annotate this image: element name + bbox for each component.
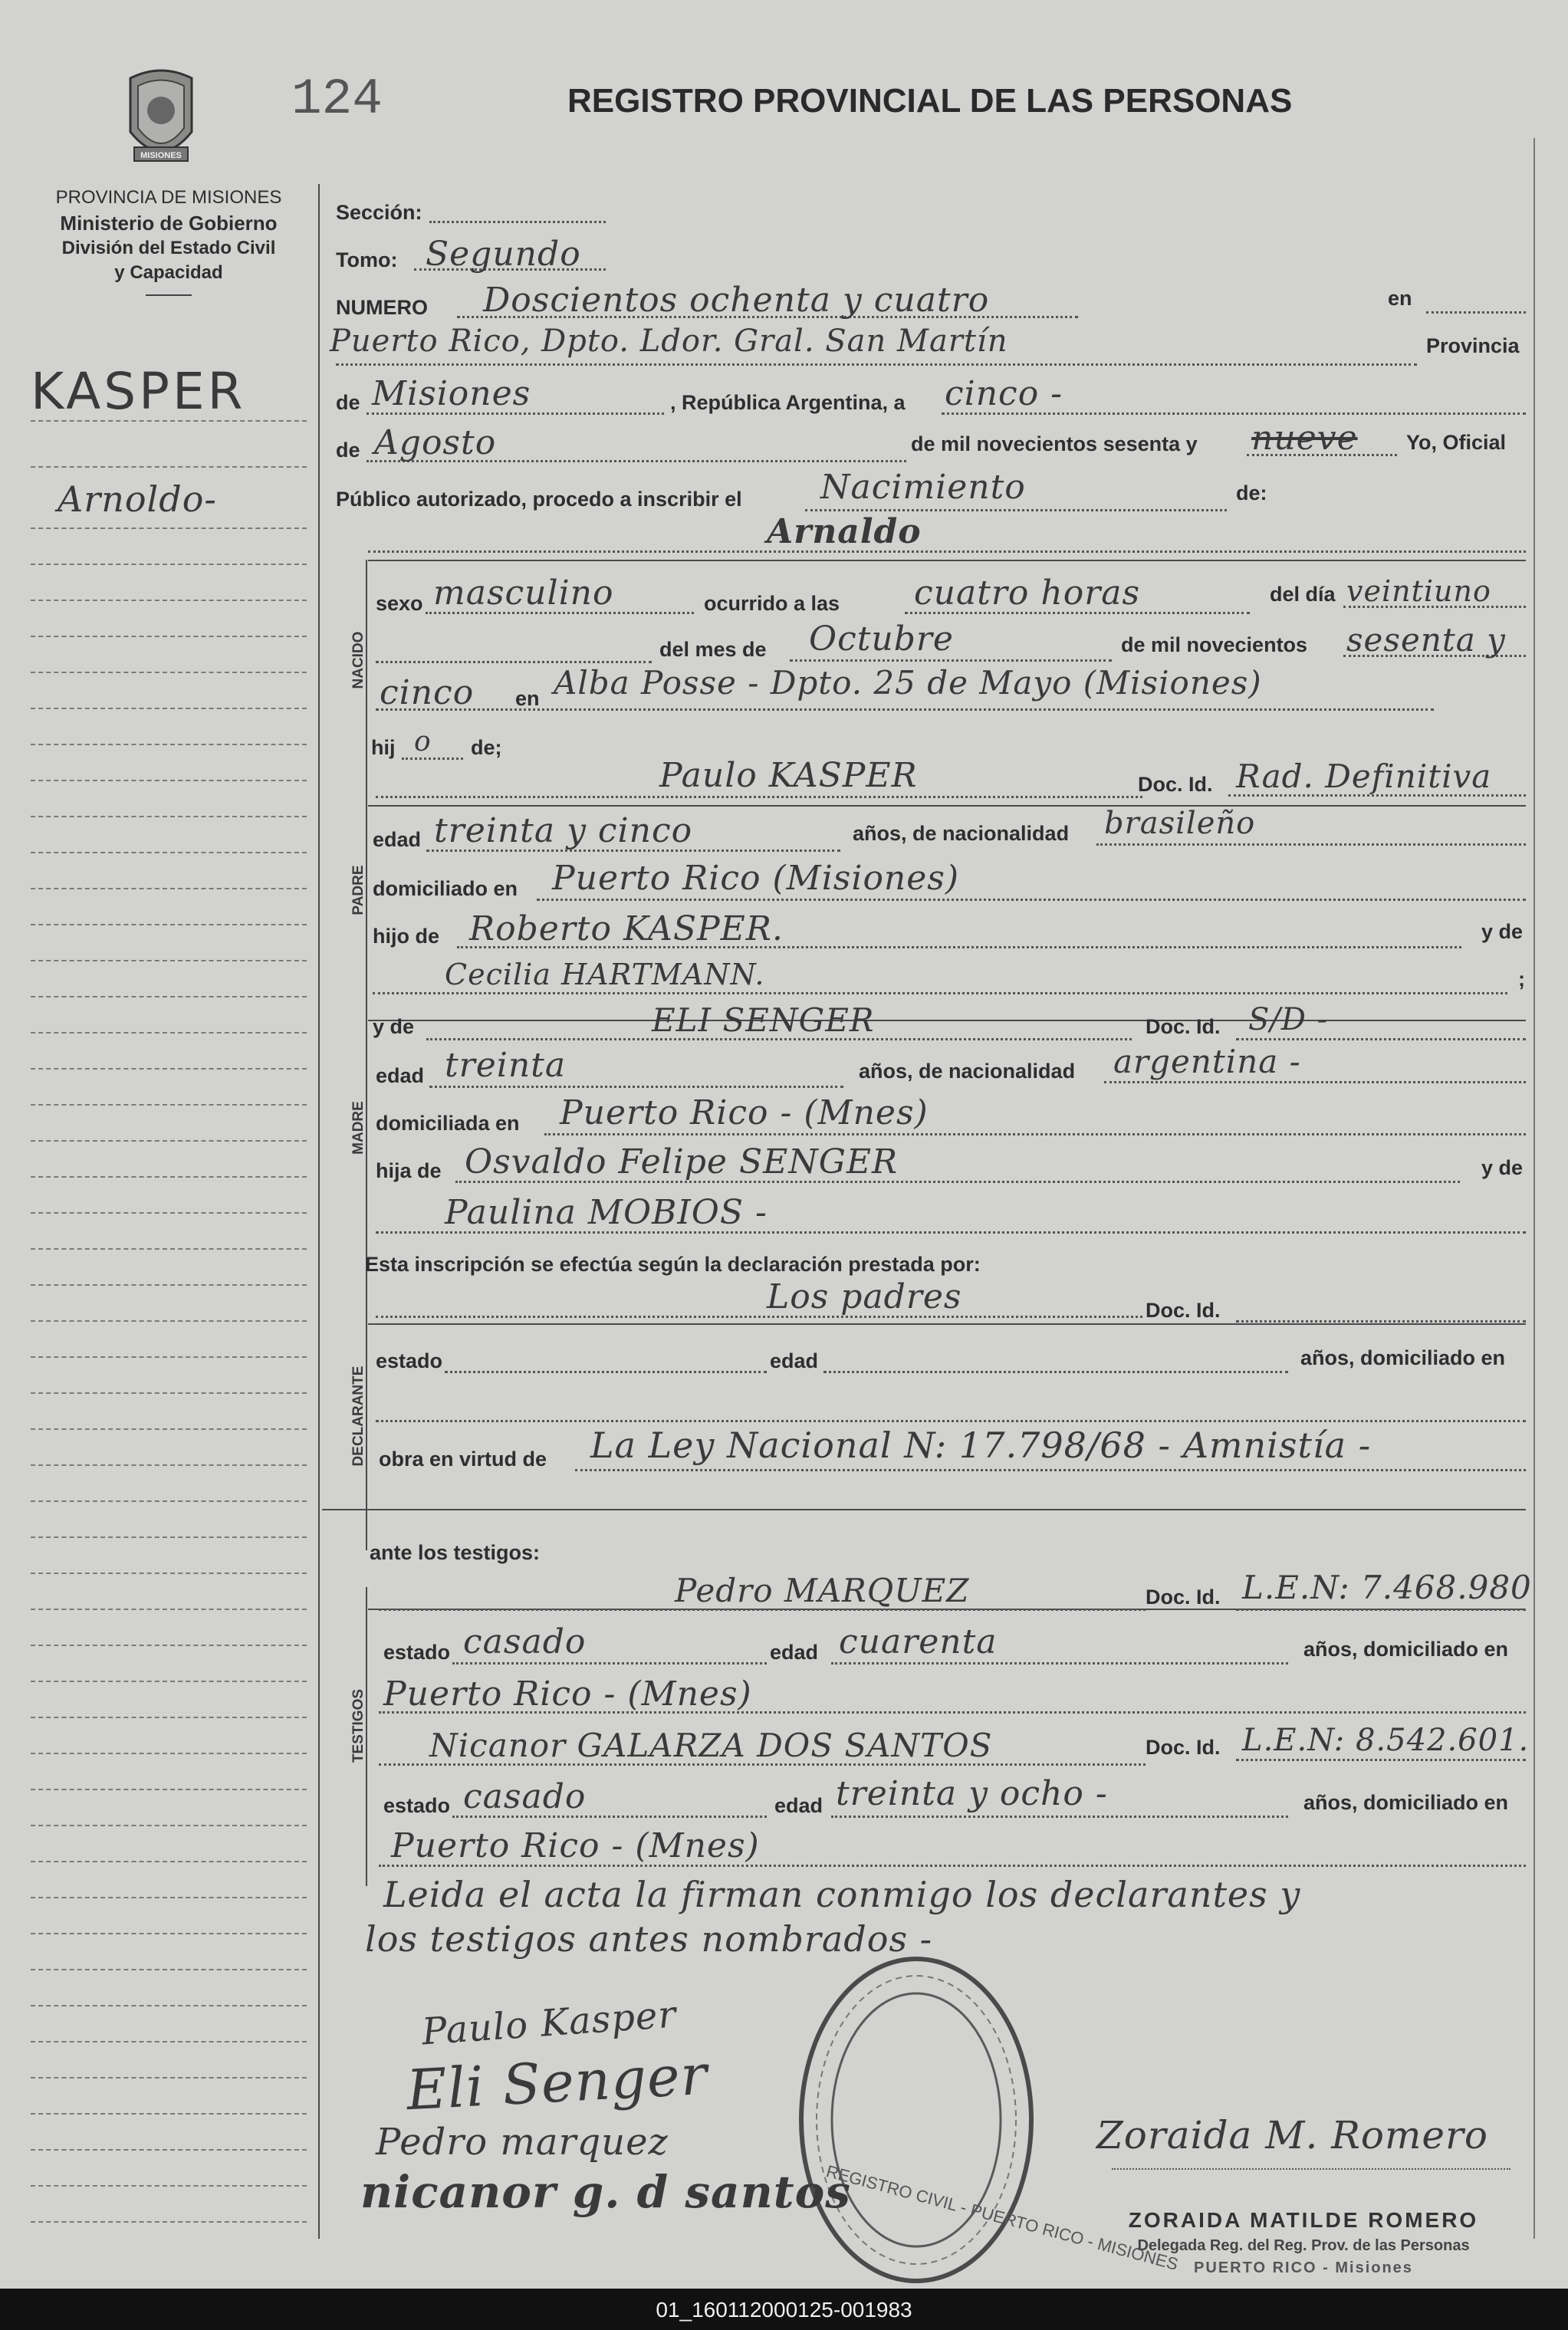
value-anio-acta: nueve — [1251, 419, 1358, 458]
label-publico: Público autorizado, procedo a inscribir el — [336, 488, 742, 511]
label-provincia: Provincia — [1426, 334, 1520, 357]
label-estado-testigo-2: estado — [383, 1794, 451, 1817]
value-testigo-2-edad: treinta y ocho - — [836, 1774, 1108, 1813]
image-footer — [0, 2289, 1568, 2330]
label-de: de — [336, 391, 360, 414]
value-anio-2: cinco — [380, 673, 475, 712]
label-del-dia: del día — [1270, 583, 1336, 606]
side-label-testigos: TESTIGOS — [350, 1688, 367, 1763]
organization-block — [0, 189, 337, 296]
label-seccion: Sección: — [336, 201, 422, 224]
value-nombre: Arnaldo — [767, 512, 922, 551]
value-madre-edad: treinta — [445, 1046, 567, 1085]
label-en: en — [1388, 287, 1412, 310]
label-yo-oficial: Yo, Oficial — [1406, 431, 1507, 454]
label-domiciliada-madre: domiciliada en — [376, 1112, 520, 1135]
label-tomo: Tomo: — [336, 248, 398, 271]
label-de-mil-nov: de mil novecientos — [1121, 633, 1308, 656]
value-madre-doc: S/D - — [1248, 1002, 1329, 1037]
value-numero: Doscientos ochenta y cuatro — [483, 281, 990, 320]
official-seal-icon — [790, 1940, 1043, 2289]
label-anos-dom-testigo-2: años, domiciliado en — [1303, 1791, 1509, 1814]
value-mes: Octubre — [809, 619, 954, 659]
org-line-2: Ministerio de Gobierno — [60, 212, 278, 235]
value-testigo-1: Pedro MARQUEZ — [675, 1572, 970, 1609]
value-madre-dom: Puerto Rico - (Mnes) — [560, 1093, 929, 1132]
label-hij: hij — [371, 736, 396, 759]
value-testigo-2: Nicanor GALARZA DOS SANTOS — [429, 1727, 993, 1764]
value-madre-madre: Paulina MOBIOS - — [445, 1193, 768, 1232]
org-line-4: y Capacidad — [114, 262, 223, 283]
value-testigo-2-dom: Puerto Rico - (Mnes) — [391, 1826, 760, 1865]
value-dia-acta: cinco - — [945, 374, 1063, 413]
seal-text: REGISTRO CIVIL - PUERTO RICO - MISIONES — [823, 2161, 1181, 2274]
signature-2: Eli Senger — [405, 2042, 709, 2123]
label-inscripcion: Esta inscripción se efectúa según la declaración prestada por: — [365, 1253, 981, 1276]
org-line-3: División del Estado Civil — [61, 238, 276, 258]
value-testigo-1-estado: casado — [463, 1622, 587, 1661]
value-hij-suffix: o — [414, 726, 432, 757]
label-ocurrido: ocurrido a las — [704, 592, 840, 615]
value-closing-2: los testigos antes nombrados - — [365, 1918, 933, 1960]
value-closing-1: Leida el acta la firman conmigo los declarantes y — [383, 1874, 1301, 1915]
label-de-colon: de: — [1236, 481, 1267, 504]
signature-1: Paulo Kasper — [420, 1993, 678, 2054]
label-anos-dom-declarante: años, domiciliado en — [1300, 1346, 1506, 1369]
value-ley: La Ley Nacional N: 17.798/68 - Amnistía - — [590, 1425, 1372, 1466]
value-declarante: Los padres — [767, 1277, 962, 1316]
right-rule — [1533, 138, 1535, 2239]
main-rule — [318, 184, 320, 2239]
label-anos-dom-testigo-1: años, domiciliado en — [1303, 1638, 1509, 1661]
value-sexo: masculino — [433, 573, 614, 613]
signature-5: Zoraida M. Romero — [1096, 2113, 1488, 2157]
label-anos-nac-padre: años, de nacionalidad — [853, 822, 1070, 845]
label-y-de-madre-2: y de — [1481, 1156, 1524, 1179]
value-testigo-1-doc: L.E.N: 7.468.980 — [1242, 1569, 1532, 1606]
label-hijo-de: hijo de — [373, 925, 439, 948]
value-madre-nac: argentina - — [1113, 1043, 1301, 1080]
label-edad-madre: edad — [376, 1064, 425, 1087]
label-domiciliado-padre: domiciliado en — [373, 877, 518, 900]
label-estado-declarante: estado — [376, 1349, 443, 1372]
value-padre-nac: brasileño — [1104, 806, 1256, 841]
side-label-madre: MADRE — [350, 1101, 367, 1155]
stamp-place: PUERTO RICO - Misiones — [1194, 2259, 1413, 2276]
label-del-mes: del mes de — [659, 638, 767, 661]
value-testigo-1-dom: Puerto Rico - (Mnes) — [383, 1674, 752, 1714]
svg-text:MISIONES: MISIONES — [140, 151, 182, 160]
province-crest-icon — [115, 63, 207, 178]
stamp-role: Delegada Reg. del Reg. Prov. de las Personas — [1137, 2237, 1470, 2254]
label-y-de-padre: y de — [1481, 920, 1524, 943]
side-label-padre: PADRE — [350, 865, 367, 915]
value-madre-padre: Osvaldo Felipe SENGER — [465, 1142, 899, 1181]
label-obra: obra en virtud de — [379, 1448, 547, 1471]
signature-3: Pedro marquez — [376, 2121, 669, 2164]
label-edad-padre: edad — [373, 828, 422, 851]
org-line-1: PROVINCIA DE MISIONES — [55, 187, 282, 208]
value-hora: cuatro horas — [914, 573, 1141, 613]
page-number: 124 — [291, 71, 383, 128]
margin-given-name: Arnoldo- — [58, 478, 217, 520]
official-stamp — [1073, 2208, 1533, 2277]
label-de-semicolon: de; — [471, 736, 502, 759]
value-dia: veintiuno — [1346, 574, 1491, 608]
label-edad-testigo-2: edad — [774, 1794, 823, 1817]
value-anio: sesenta y — [1346, 621, 1506, 659]
label-doc-id-madre: Doc. Id. — [1146, 1015, 1221, 1038]
footer-filename: 01_160112000125-001983 — [656, 2298, 912, 2322]
label-en-nac: en — [515, 687, 540, 710]
side-label-declarante: DECLARANTE — [350, 1365, 367, 1467]
value-padre-padre: Roberto KASPER. — [469, 909, 784, 948]
value-padre-dom: Puerto Rico (Misiones) — [552, 859, 960, 898]
value-testigo-2-doc: L.E.N: 8.542.601. — [1242, 1723, 1530, 1758]
label-doc-id-testigo-2: Doc. Id. — [1146, 1736, 1221, 1759]
value-testigo-1-edad: cuarenta — [839, 1622, 998, 1661]
value-mes-acta: Agosto — [374, 423, 497, 462]
value-testigo-2-estado: casado — [463, 1777, 587, 1816]
label-estado-testigo-1: estado — [383, 1641, 451, 1664]
label-semicolon: ; — [1518, 968, 1525, 991]
value-padre-nombre: Paulo KASPER — [659, 756, 918, 795]
value-acto: Nacimiento — [820, 468, 1026, 507]
label-doc-id-declarante: Doc. Id. — [1146, 1299, 1221, 1322]
margin-surname: KASPER — [31, 362, 246, 421]
label-y-de-madre: y de — [373, 1015, 415, 1038]
value-padre-doc: Rad. Definitiva — [1236, 757, 1492, 795]
label-republica: , República Argentina, a — [670, 391, 906, 414]
side-label-nacido: NACIDO — [350, 631, 367, 689]
value-tomo: Segundo — [426, 235, 581, 274]
label-anos-nac-madre: años, de nacionalidad — [859, 1060, 1076, 1083]
value-padre-edad: treinta y cinco — [434, 811, 693, 850]
label-mil-nov: de mil novecientos sesenta y — [911, 432, 1198, 455]
stamp-name: ZORAIDA MATILDE ROMERO — [1128, 2208, 1479, 2232]
label-doc-id-padre: Doc. Id. — [1138, 773, 1213, 796]
label-edad-declarante: edad — [770, 1349, 819, 1372]
signature-4: nicanor g. d santos — [360, 2166, 851, 2218]
value-madre-nombre: ELI SENGER — [652, 1001, 875, 1039]
label-sexo: sexo — [376, 592, 423, 615]
value-padre-madre: Cecilia HARTMANN. — [445, 958, 765, 991]
page-title: REGISTRO PROVINCIAL DE LAS PERSONAS — [567, 82, 1293, 120]
value-lugar: Puerto Rico, Dpto. Ldor. Gral. San Martín — [330, 324, 1008, 359]
value-provincia: Misiones — [372, 374, 531, 413]
label-edad-testigo-1: edad — [770, 1641, 819, 1664]
label-ante: ante los testigos: — [370, 1541, 541, 1564]
label-hija-de: hija de — [376, 1159, 442, 1182]
label-de-2: de — [336, 439, 360, 462]
label-numero: NUMERO — [336, 296, 428, 319]
value-lugar-nac: Alba Posse - Dpto. 25 de Mayo (Misiones) — [554, 664, 1262, 702]
label-doc-id-testigo-1: Doc. Id. — [1146, 1586, 1221, 1609]
